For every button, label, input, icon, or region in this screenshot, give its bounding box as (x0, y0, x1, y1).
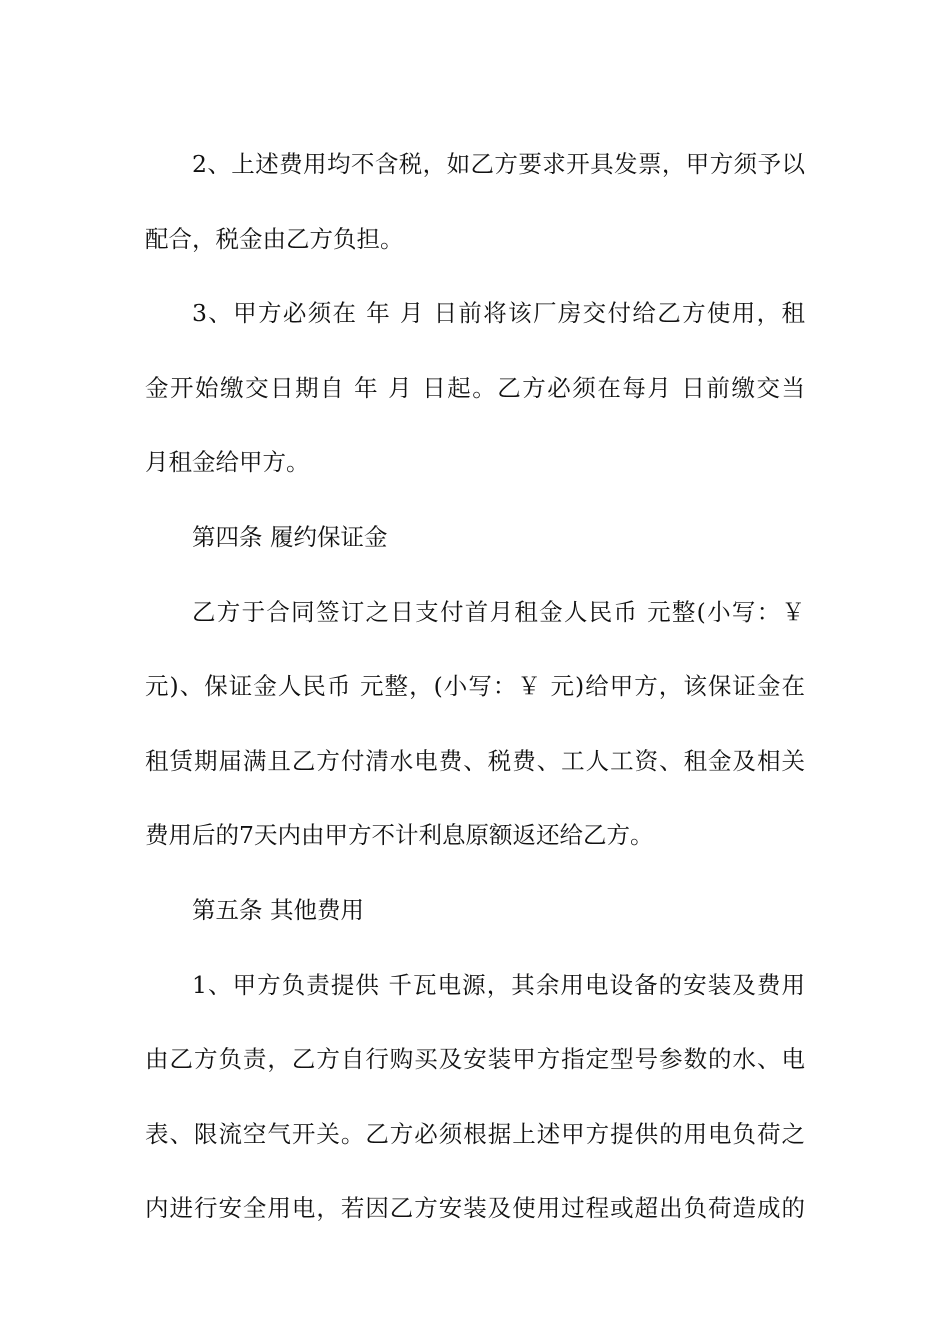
article-4-line-1: 乙方于合同签订之日支付首月租金人民币 元整(小写：￥ (192, 597, 805, 626)
article-5-clause-1-line-4: 内进行安全用电，若因乙方安装及使用过程或超出负荷造成的 (145, 1194, 805, 1223)
article-5-heading: 第五条 其他费用 (192, 895, 364, 924)
article-5-clause-1-line-2: 由乙方负责，乙方自行购买及安装甲方指定型号参数的水、电 (145, 1045, 805, 1074)
clause-2-line-2: 配合，税金由乙方负担。 (145, 224, 404, 253)
article-5-clause-1-line-3: 表、限流空气开关。乙方必须根据上述甲方提供的用电负荷之 (145, 1119, 805, 1148)
article-5-clause-1-line-1: 1、甲方负责提供 千瓦电源，其余用电设备的安装及费用 (192, 970, 805, 999)
article-4-line-4: 费用后的7天内由甲方不计利息原额返还给乙方。 (145, 821, 654, 850)
clause-3-line-2: 金开始缴交日期自 年 月 日起。乙方必须在每月 日前缴交当 (145, 373, 805, 402)
clause-2-line-1: 2、上述费用均不含税，如乙方要求开具发票，甲方须予以 (192, 150, 805, 178)
article-4-line-2: 元)、保证金人民币 元整，(小写：￥ 元)给甲方，该保证金在 (145, 672, 805, 701)
clause-3-line-1: 3、甲方必须在 年 月 日前将该厂房交付给乙方使用，租 (192, 299, 805, 328)
article-4-heading: 第四条 履约保证金 (192, 522, 388, 551)
clause-3-line-3: 月租金给甲方。 (145, 448, 310, 477)
article-4-line-3: 租赁期届满且乙方付清水电费、税费、工人工资、租金及相关 (145, 746, 805, 775)
document-body (145, 127, 805, 1246)
